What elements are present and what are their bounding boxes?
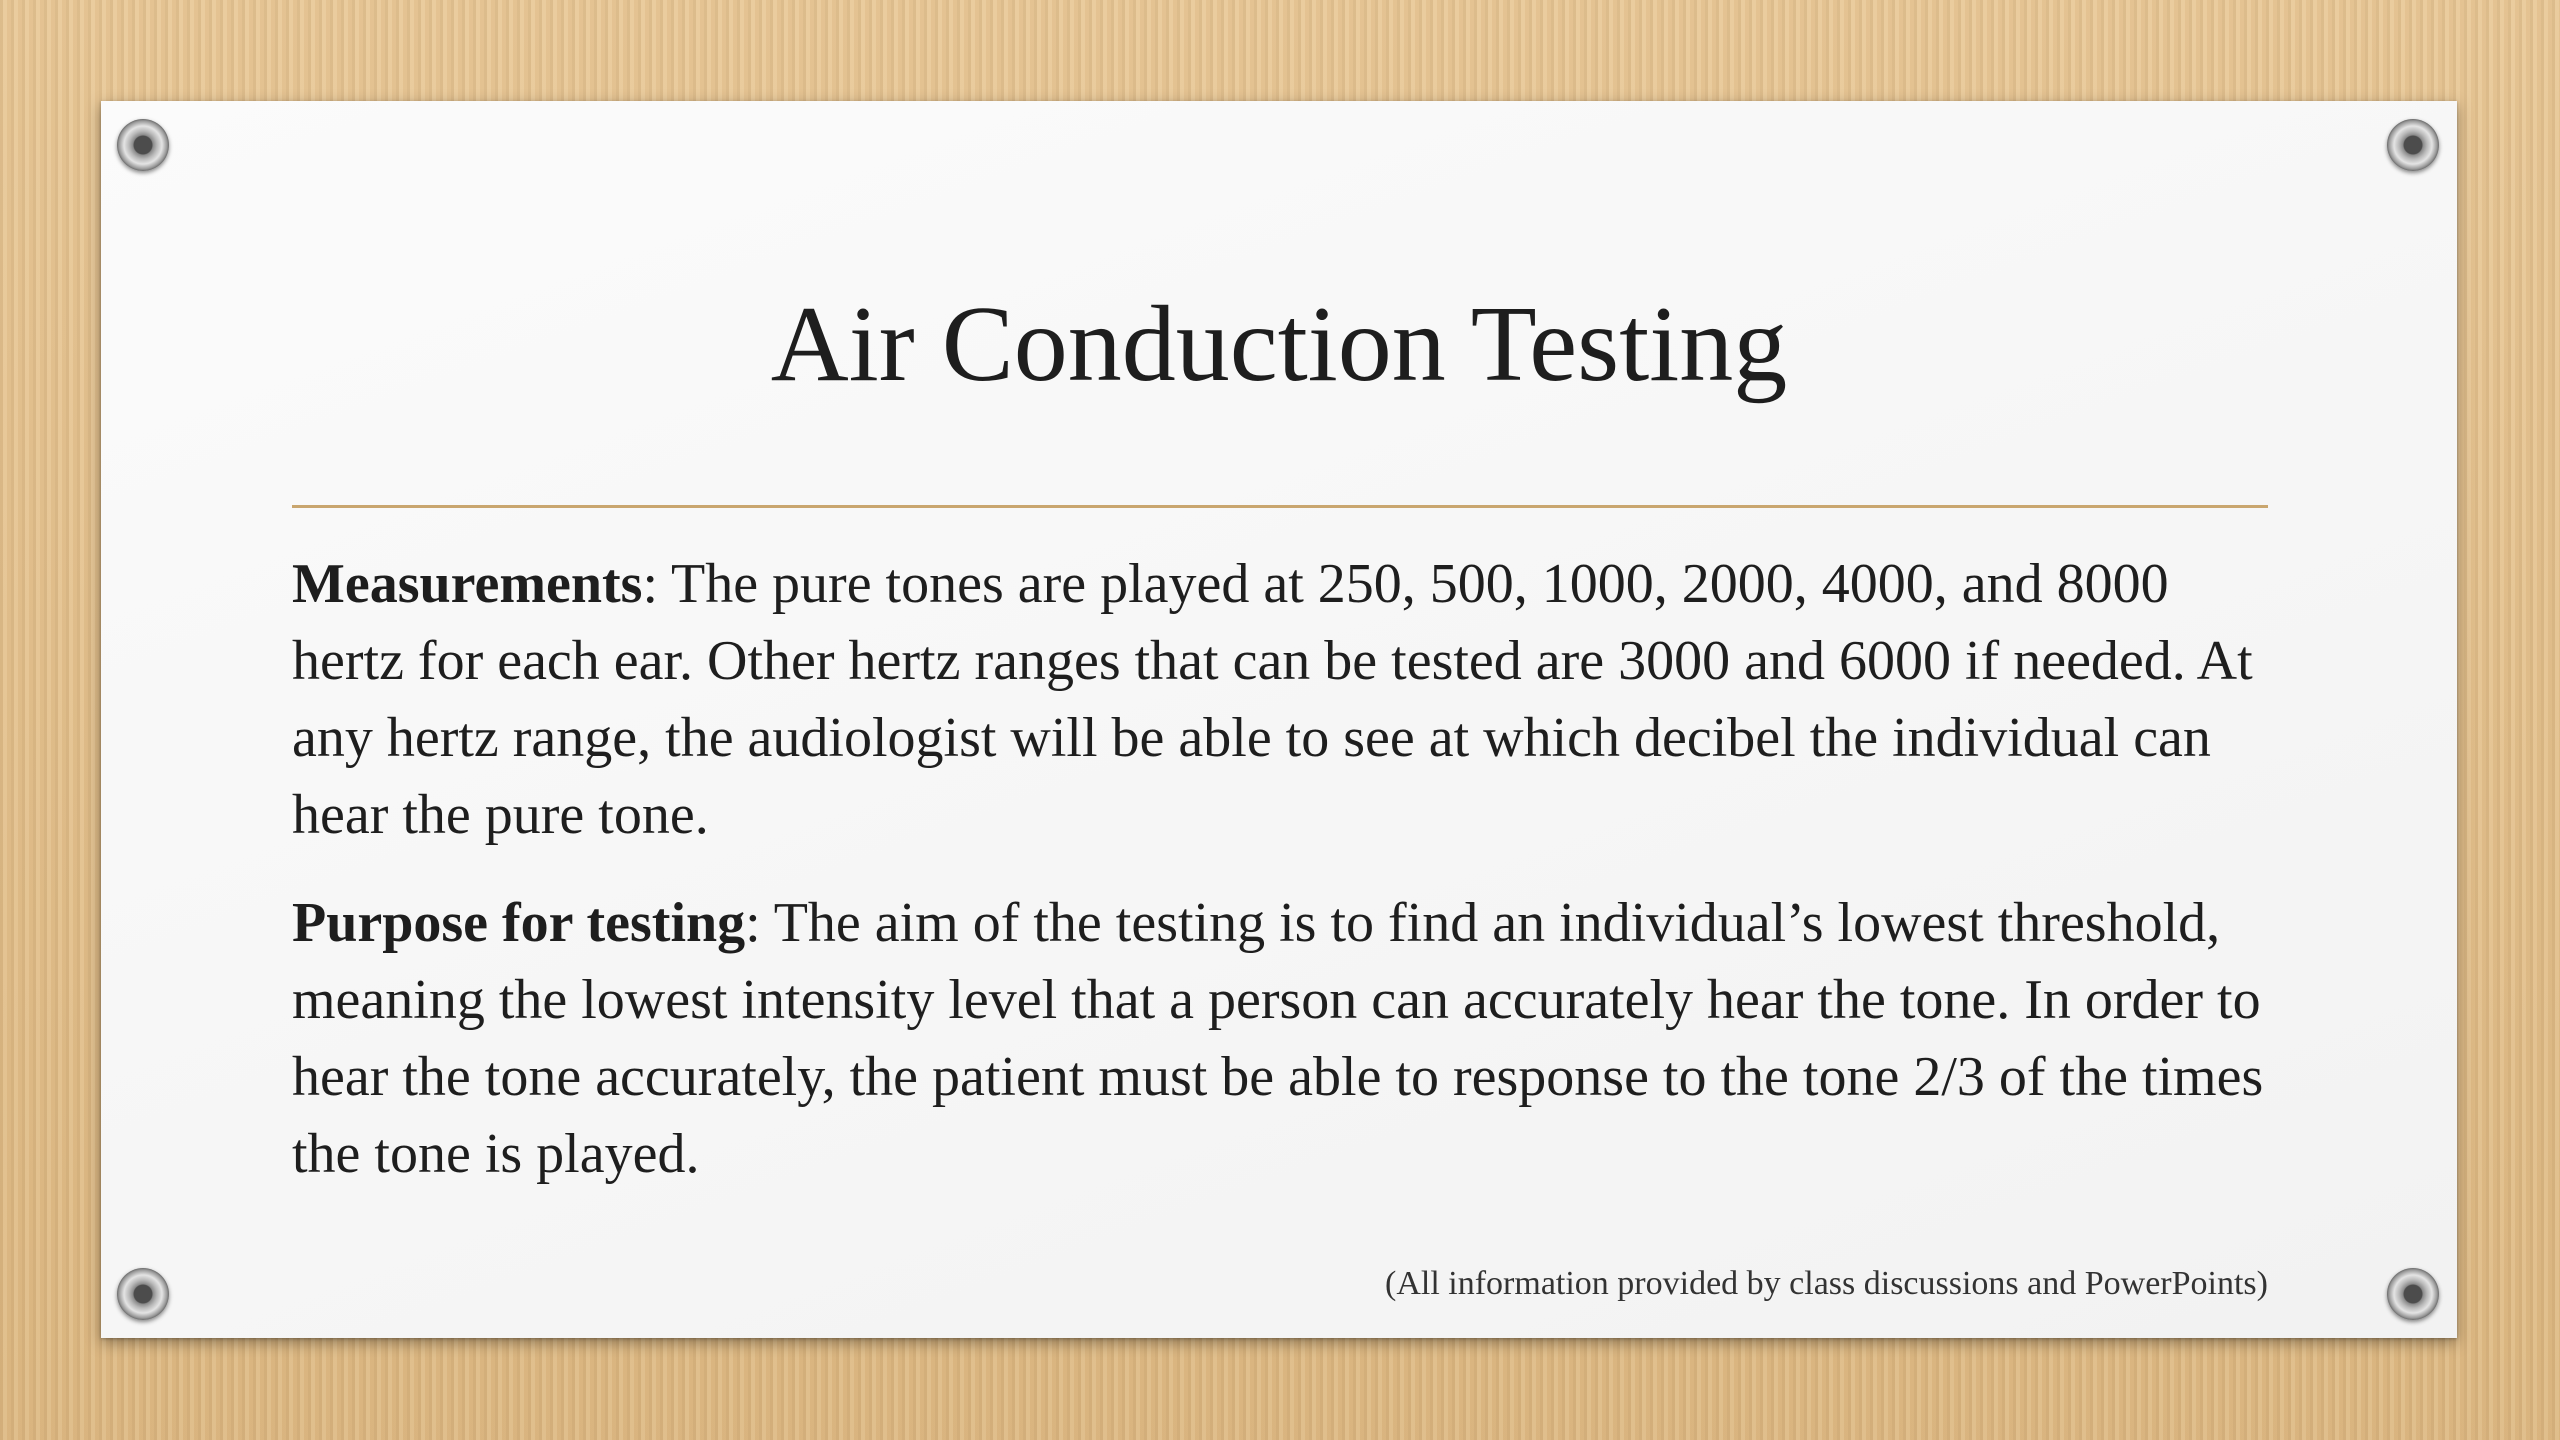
purpose-label: Purpose for testing [292, 892, 746, 954]
measurements-text: : The pure tones are played at 250, 500, 1000, 2000, 4000, and 8000 hertz for each ear. Other hertz ranges that can be tested are 3000 and 6000 if needed. At any hertz range, the audiologist will be able to see at which decibel the individual can hear the pure tone. [292, 553, 2253, 846]
grommet-icon [2387, 119, 2439, 171]
source-footnote: (All information provided by class discussions and PowerPoints) [1385, 1265, 2268, 1302]
grommet-icon [117, 1268, 169, 1320]
title-divider [292, 505, 2268, 508]
measurements-paragraph [292, 546, 2268, 854]
slide-body [292, 546, 2268, 1224]
grommet-icon [117, 119, 169, 171]
slide-title: Air Conduction Testing [770, 285, 1788, 404]
purpose-text: : The aim of the testing is to find an individual’s lowest threshold, meaning the lowest intensity level that a person can accurately hear the tone. In order to hear the tone accurately, the patient must be able to response to the tone 2/3 of the times the tone is played. [292, 892, 2264, 1185]
measurements-label: Measurements [292, 553, 643, 615]
grommet-icon [2387, 1268, 2439, 1320]
purpose-paragraph [292, 885, 2268, 1193]
